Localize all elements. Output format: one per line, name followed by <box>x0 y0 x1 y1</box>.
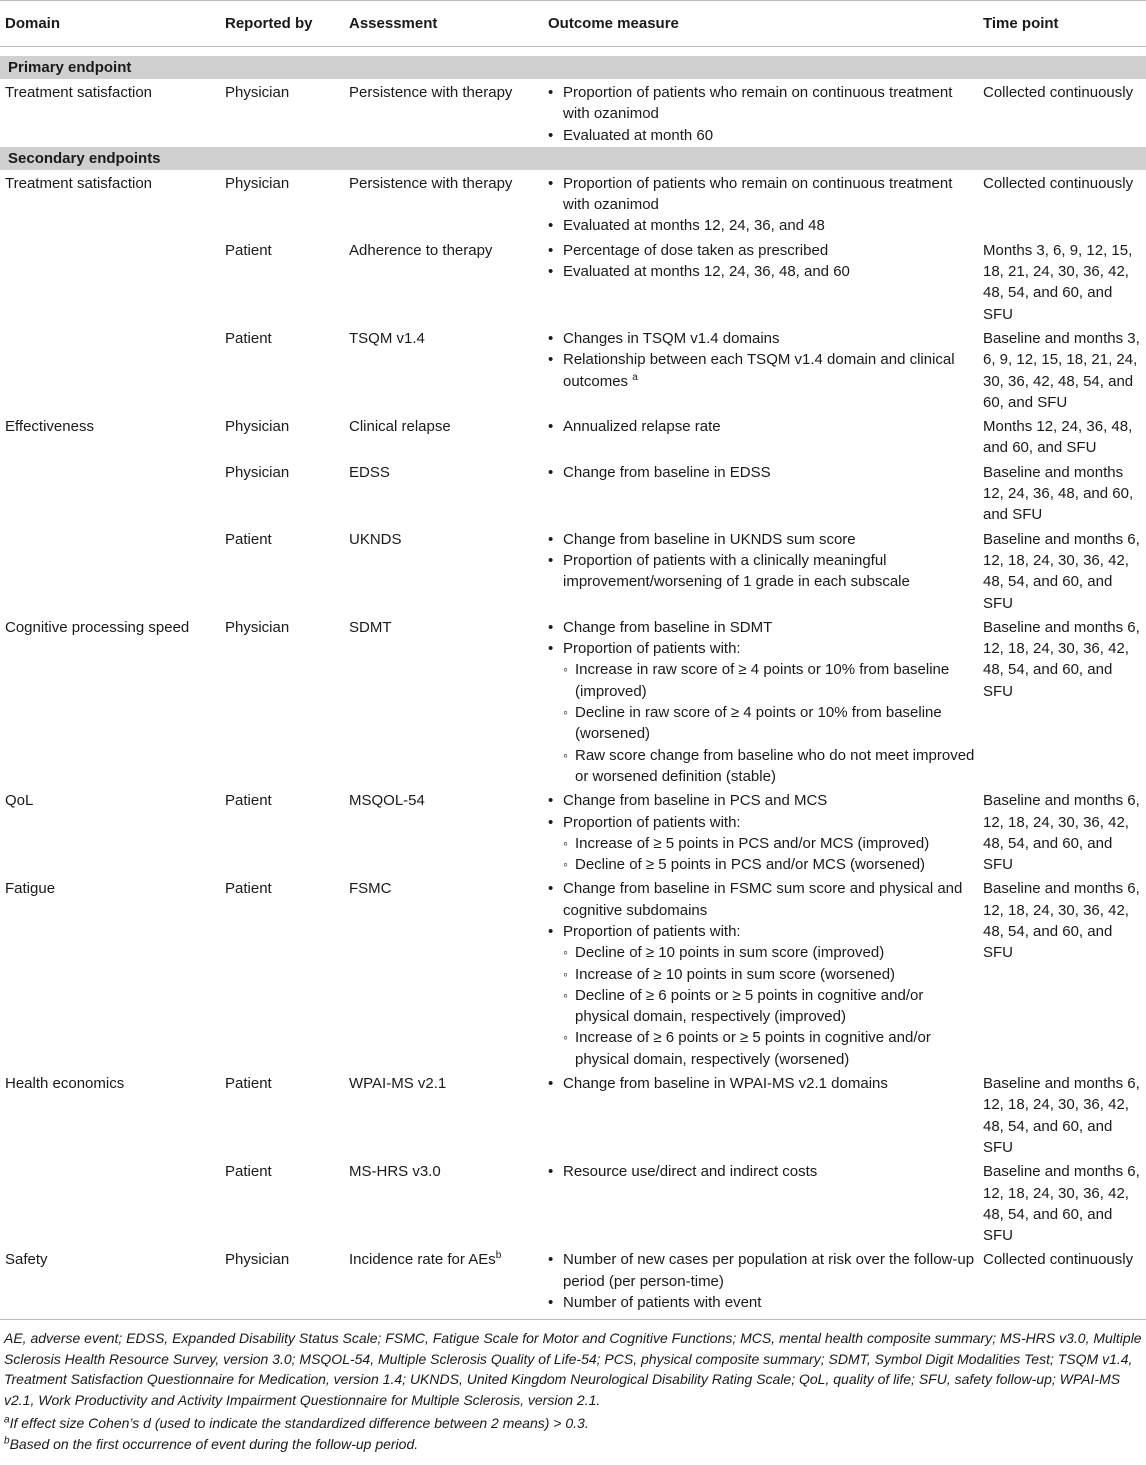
cell-assessment: WPAI-MS v2.1 <box>349 1075 447 1093</box>
cell-time-point: Baseline and months 6, 12, 18, 24, 30, 36, 42, 48, 54, and 60, and SFU <box>983 1075 1140 1156</box>
cell-assessment: Adherence to therapy <box>349 241 493 259</box>
footnote-a-mark: a <box>4 1414 10 1426</box>
cell-time-point: Collected continuously <box>983 84 1134 101</box>
outcome-item: • Evaluated at months 12, 24, 36, 48, and 60 <box>548 261 978 282</box>
cell-domain: Treatment satisfaction <box>5 174 153 192</box>
section-label: Primary endpoint <box>0 56 1146 80</box>
assessment-text: Incidence rate for AEs <box>349 1251 496 1269</box>
cell-outcome <box>543 1070 978 1158</box>
cell-domain: Cognitive processing speed <box>5 618 190 636</box>
cell-assessment: Persistence with therapy <box>349 84 513 101</box>
outcome-item: • Number of patients with event <box>548 1292 978 1313</box>
footnote-a <box>4 1413 1142 1434</box>
cell-assessment: MSQOL-54 <box>349 792 425 810</box>
footnote-a-marker: a <box>632 371 638 383</box>
sub-outcome-item: ◦ Increase of ≥ 6 points or ≥ 5 points in cognitive and/or physical domain, respectively (worsened) <box>563 1027 978 1070</box>
cell-reported-by: Patient <box>225 530 272 548</box>
header-domain: Domain <box>0 1 220 47</box>
outcome-item: • Change from baseline in UKNDS sum score <box>548 529 978 550</box>
sub-outcome-item: ◦ Increase in raw score of ≥ 4 points or 10% from baseline (improved) <box>563 659 978 702</box>
cell-reported-by: Physician <box>225 1251 290 1269</box>
header-assessment: Assessment <box>344 1 543 47</box>
outcome-text: Proportion of patients with: <box>563 813 741 831</box>
cell-assessment: Persistence with therapy <box>349 174 513 192</box>
cell-outcome <box>543 459 978 526</box>
sub-outcome-item: ◦ Decline of ≥ 6 points or ≥ 5 points in cognitive and/or physical domain, respectively (improved) <box>563 985 978 1028</box>
table-row <box>0 325 1146 413</box>
outcome-item: • Proportion of patients who remain on continuous treatment with ozanimod <box>548 173 978 216</box>
table-row <box>0 526 1146 614</box>
outcome-item: • Number of new cases per population at risk over the follow-up period (per person-time) <box>548 1249 978 1292</box>
cell-domain <box>0 237 220 325</box>
cell-time-point: Months 12, 24, 36, 48, and 60, and SFU <box>983 418 1133 457</box>
table-row <box>0 170 1146 237</box>
cell-time-point: Baseline and months 3, 6, 9, 12, 15, 18, 21, 24, 30, 36, 42, 48, 54, and 60, and SFU <box>983 329 1140 411</box>
table-row <box>0 1246 1146 1313</box>
header-reported-by: Reported by <box>220 1 344 47</box>
cell-domain: Health economics <box>5 1075 125 1093</box>
outcome-item <box>548 638 978 787</box>
outcome-item: • Change from baseline in SDMT <box>548 617 978 638</box>
cell-reported-by: Patient <box>225 241 272 259</box>
cell-domain <box>0 1158 220 1246</box>
cell-assessment: Clinical relapse <box>349 418 451 436</box>
cell-reported-by: Physician <box>225 463 290 481</box>
sub-outcome-item: ◦ Decline in raw score of ≥ 4 points or 10% from baseline (worsened) <box>563 702 978 745</box>
cell-outcome <box>543 413 978 459</box>
table-header-row <box>0 1 1146 47</box>
cell-outcome <box>543 787 978 875</box>
cell-outcome <box>543 1246 978 1313</box>
section-secondary-endpoints <box>0 146 1146 170</box>
cell-domain <box>0 526 220 614</box>
table-row <box>0 79 1146 146</box>
table-row <box>0 787 1146 875</box>
outcome-item: • Percentage of dose taken as prescribed <box>548 240 978 261</box>
cell-outcome <box>543 526 978 614</box>
cell-assessment: MS-HRS v3.0 <box>349 1163 441 1181</box>
outcome-item: • Proportion of patients who remain on continuous treatment with ozanimod <box>548 82 978 125</box>
outcome-item: • Change from baseline in PCS and MCS <box>548 790 978 811</box>
abbreviations-footnote: AE, adverse event; EDSS, Expanded Disability Status Scale; FSMC, Fatigue Scale for Motor and Cognitive Functions; MCS, mental health composite summary; MS-HRS v3.0, Multiple Sclerosis Health Resource Survey, version 3.0; MSQOL-54, Multiple Sclerosis Quality of Life-54; PCS, physical composite summary; SDMT, Symbol Digit Modalities Test; TSQM v1.4, Treatment Satisfaction Questionnaire for Medication, version 1.4; UKNDS, United Kingdom Neurological Disability Rating Scale; QoL, quality of life; SFU, safety follow-up; WPAI-MS v2.1, Work Productivity and Activity Impairment Questionnaire for Multiple Sclerosis, version 2.1. <box>4 1330 1142 1408</box>
cell-assessment: UKNDS <box>349 530 402 548</box>
cell-domain: Safety <box>5 1251 48 1269</box>
cell-domain <box>0 325 220 413</box>
sub-outcome-item: ◦ Decline of ≥ 10 points in sum score (improved) <box>563 942 978 963</box>
section-label: Secondary endpoints <box>0 146 1146 170</box>
outcome-item <box>548 349 978 392</box>
cell-domain: QoL <box>5 792 34 810</box>
outcome-text: Proportion of patients with: <box>563 922 741 940</box>
table-row <box>0 875 1146 1070</box>
footnote-a-text: If effect size Cohen’s d (used to indicate the standardized difference between 2 means) > 0.3. <box>9 1415 589 1432</box>
sub-outcome-item: ◦ Decline of ≥ 5 points in PCS and/or MCS (worsened) <box>563 854 978 875</box>
cell-domain: Treatment satisfaction <box>5 84 153 101</box>
cell-reported-by: Patient <box>225 329 272 347</box>
footnote-b-marker: b <box>495 1250 502 1262</box>
cell-time-point: Collected continuously <box>983 174 1134 192</box>
cell-domain <box>0 459 220 526</box>
outcome-item: • Resource use/direct and indirect costs <box>548 1161 978 1182</box>
cell-time-point: Months 3, 6, 9, 12, 15, 18, 21, 24, 30, 36, 42, 48, 54, and 60, and SFU <box>983 241 1133 323</box>
cell-time-point: Baseline and months 6, 12, 18, 24, 30, 36, 42, 48, 54, and 60, and SFU <box>983 880 1140 962</box>
table-row <box>0 614 1146 787</box>
cell-assessment: TSQM v1.4 <box>349 329 425 347</box>
cell-time-point: Baseline and months 6, 12, 18, 24, 30, 36, 42, 48, 54, and 60, and SFU <box>983 618 1140 700</box>
section-primary-endpoint <box>0 56 1146 80</box>
cell-reported-by: Physician <box>225 418 290 436</box>
cell-assessment: FSMC <box>349 880 392 898</box>
outcome-item <box>548 812 978 876</box>
outcome-item: • Change from baseline in EDSS <box>548 462 978 483</box>
cell-reported-by: Physician <box>225 174 290 192</box>
outcome-item: • Change from baseline in FSMC sum score and physical and cognitive subdomains <box>548 878 978 921</box>
table-row <box>0 459 1146 526</box>
sub-outcome-item: ◦ Raw score change from baseline who do not meet improved or worsened definition (stable) <box>563 745 978 788</box>
cell-outcome <box>543 325 978 413</box>
cell-reported-by: Patient <box>225 1075 272 1093</box>
sub-outcome-item: ◦ Increase of ≥ 10 points in sum score (worsened) <box>563 964 978 985</box>
outcome-item <box>548 921 978 1070</box>
outcome-item: • Proportion of patients with a clinically meaningful improvement/worsening of 1 grade in each subscale <box>548 550 978 593</box>
cell-outcome <box>543 79 978 146</box>
table-row <box>0 413 1146 459</box>
footnote-b-text: Based on the first occurrence of event during the follow-up period. <box>9 1435 419 1452</box>
table-row <box>0 1070 1146 1158</box>
outcome-item: • Change from baseline in WPAI-MS v2.1 domains <box>548 1073 978 1094</box>
cell-domain: Effectiveness <box>5 418 94 436</box>
cell-time-point: Baseline and months 6, 12, 18, 24, 30, 36, 42, 48, 54, and 60, and SFU <box>983 792 1140 874</box>
outcome-text: Proportion of patients with: <box>563 640 741 658</box>
outcome-text: Relationship between each TSQM v1.4 domain and clinical outcomes <box>563 351 955 390</box>
outcome-item: • Changes in TSQM v1.4 domains <box>548 328 978 349</box>
cell-assessment: SDMT <box>349 618 392 636</box>
table-row <box>0 237 1146 325</box>
cell-outcome <box>543 237 978 325</box>
footnote-b <box>4 1434 1142 1455</box>
header-time-point: Time point <box>978 1 1146 47</box>
cell-assessment: EDSS <box>349 463 390 481</box>
cell-time-point: Collected continuously <box>983 1251 1134 1269</box>
cell-outcome <box>543 614 978 787</box>
outcome-item: • Evaluated at months 12, 24, 36, and 48 <box>548 215 978 236</box>
cell-time-point: Baseline and months 6, 12, 18, 24, 30, 36, 42, 48, 54, and 60, and SFU <box>983 530 1140 612</box>
outcome-item: • Evaluated at month 60 <box>548 125 978 146</box>
cell-domain: Fatigue <box>5 880 56 898</box>
cell-reported-by: Patient <box>225 792 272 810</box>
cell-reported-by: Physician <box>225 618 290 636</box>
table-footnotes <box>0 1319 1146 1454</box>
table-row <box>0 1158 1146 1246</box>
cell-reported-by: Patient <box>225 880 272 898</box>
header-outcome-measure: Outcome measure <box>543 1 978 47</box>
cell-time-point: Baseline and months 6, 12, 18, 24, 30, 36, 42, 48, 54, and 60, and SFU <box>983 1163 1140 1245</box>
cell-time-point: Baseline and months 12, 24, 36, 48, and 60, and SFU <box>983 463 1134 524</box>
outcome-item: • Annualized relapse rate <box>548 416 978 437</box>
cell-outcome <box>543 170 978 237</box>
sub-outcome-item: ◦ Increase of ≥ 5 points in PCS and/or MCS (improved) <box>563 833 978 854</box>
cell-reported-by: Patient <box>225 1163 272 1181</box>
cell-outcome <box>543 1158 978 1246</box>
cell-assessment <box>344 1246 543 1313</box>
cell-outcome <box>543 875 978 1070</box>
footnote-b-mark: b <box>4 1435 10 1447</box>
cell-reported-by: Physician <box>225 84 290 101</box>
